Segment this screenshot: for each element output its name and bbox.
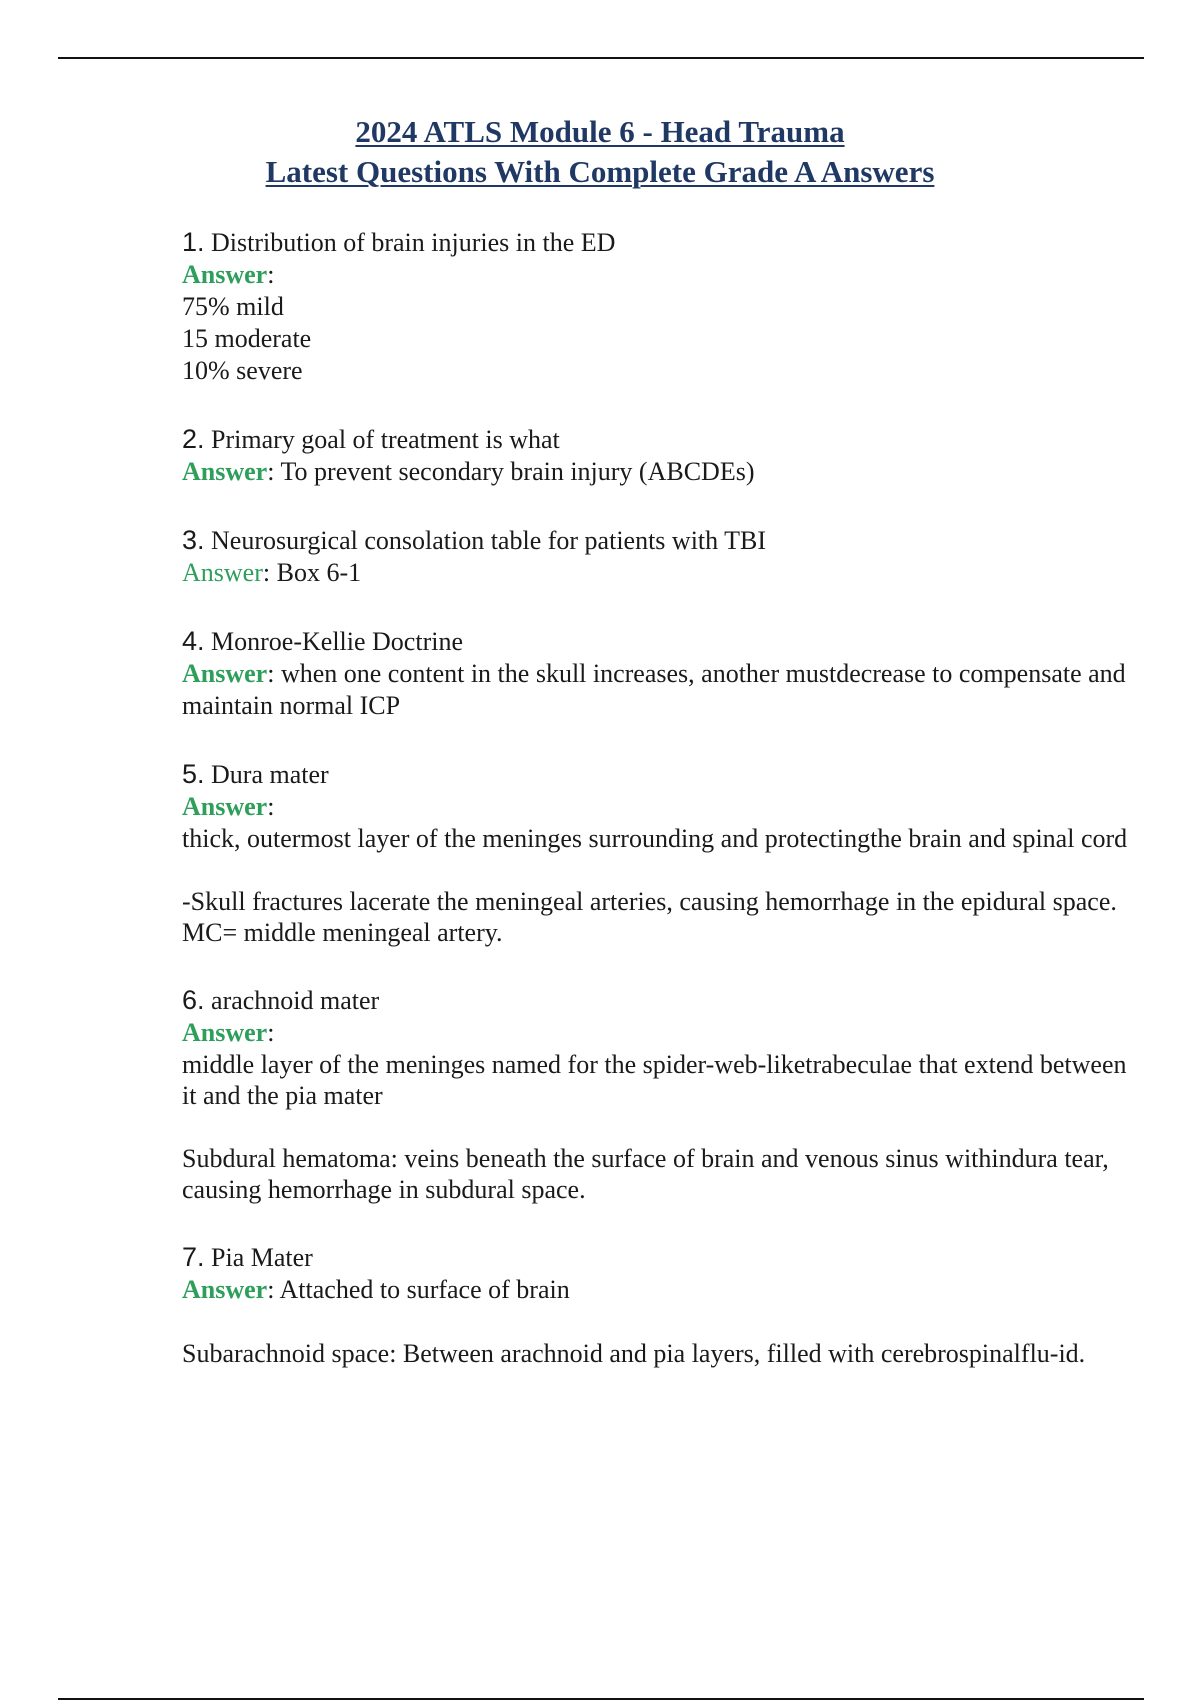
question-text: Distribution of brain injuries in the ED <box>211 228 616 257</box>
answer-text: thick, outermost layer of the meninges surrounding and protectingthe brain and spinal cord <box>182 824 1128 853</box>
question-6 <box>182 984 1142 1017</box>
top-rule <box>58 57 1144 59</box>
question-text: Pia Mater <box>211 1243 313 1272</box>
answer-7: Answer: Attached to surface of brain <box>182 1275 570 1304</box>
question-5 <box>182 758 1142 791</box>
question-number: 5. <box>182 759 205 789</box>
answer-label: Answer <box>182 792 268 821</box>
question-7 <box>182 1241 1142 1274</box>
question-text: Dura mater <box>211 760 329 789</box>
answer-label-line: Answer: <box>182 260 275 289</box>
question-text: Monroe-Kellie Doctrine <box>211 627 463 656</box>
question-number: 3. <box>182 525 205 555</box>
qa-list <box>182 226 1142 1405</box>
answer-label-line: Answer: <box>182 792 275 821</box>
answer-text: Box 6-1 <box>276 558 362 587</box>
question-number: 2. <box>182 424 205 454</box>
answer-label: Answer <box>182 558 263 587</box>
answer-text: To prevent secondary brain injury (ABCDEs) <box>280 457 755 486</box>
question-text: Neurosurgical consolation table for patients with TBI <box>211 526 767 555</box>
title-line-2: Latest Questions With Complete Grade A Answers <box>265 154 935 189</box>
question-number: 1. <box>182 227 205 257</box>
answer-label: Answer <box>182 659 268 688</box>
qa-item-4 <box>182 625 1142 722</box>
question-2 <box>182 423 1142 456</box>
question-3 <box>182 524 1142 557</box>
qa-item-3 <box>182 524 1142 589</box>
answer-text: middle layer of the meninges named for the spider-web-liketrabeculae that extend between it and the pia mater <box>182 1050 1127 1110</box>
qa-item-1 <box>182 226 1142 387</box>
answer-extra-note: -Skull fractures lacerate the meningeal arteries, causing hemorrhage in the epidural space. MC= middle meningeal artery. <box>182 887 1117 947</box>
answer-2: Answer: To prevent secondary brain injury (ABCDEs) <box>182 457 755 486</box>
answer-extra-note: Subdural hematoma: veins beneath the surface of brain and venous sinus withindura tear, causing hemorrhage in subdural space. <box>182 1144 1109 1204</box>
answer-text: when one content in the skull increases, another mustdecrease to compensate and maintain normal ICP <box>182 659 1126 720</box>
answer-label: Answer <box>182 260 268 289</box>
answer-text: Attached to surface of brain <box>279 1275 570 1304</box>
question-number: 6. <box>182 985 205 1015</box>
answer-label-line: Answer: <box>182 1018 275 1047</box>
question-number: 4. <box>182 626 205 656</box>
answer-label: Answer <box>182 457 268 486</box>
answer-extra-note: Subarachnoid space: Between arachnoid and pia layers, filled with cerebrospinalflu-id. <box>182 1339 1086 1368</box>
answer-line: 10% severe <box>182 356 303 385</box>
answer-line: 15 moderate <box>182 324 312 353</box>
answer-line: 75% mild <box>182 292 284 321</box>
qa-item-5 <box>182 758 1142 948</box>
question-text: Primary goal of treatment is what <box>211 425 560 454</box>
question-4 <box>182 625 1142 658</box>
document-title <box>0 112 1200 192</box>
qa-item-2 <box>182 423 1142 488</box>
question-text: arachnoid mater <box>211 986 380 1015</box>
title-line-1: 2024 ATLS Module 6 - Head Trauma <box>355 114 845 149</box>
answer-label: Answer <box>182 1018 268 1047</box>
answer-3: Answer: Box 6-1 <box>182 558 362 587</box>
qa-item-6 <box>182 984 1142 1205</box>
qa-item-7 <box>182 1241 1142 1369</box>
question-number: 7. <box>182 1242 205 1272</box>
question-1 <box>182 226 1142 259</box>
answer-4: Answer: when one content in the skull increases, another mustdecrease to compensate and maintain normal ICP <box>182 659 1126 720</box>
answer-label: Answer <box>182 1275 268 1304</box>
